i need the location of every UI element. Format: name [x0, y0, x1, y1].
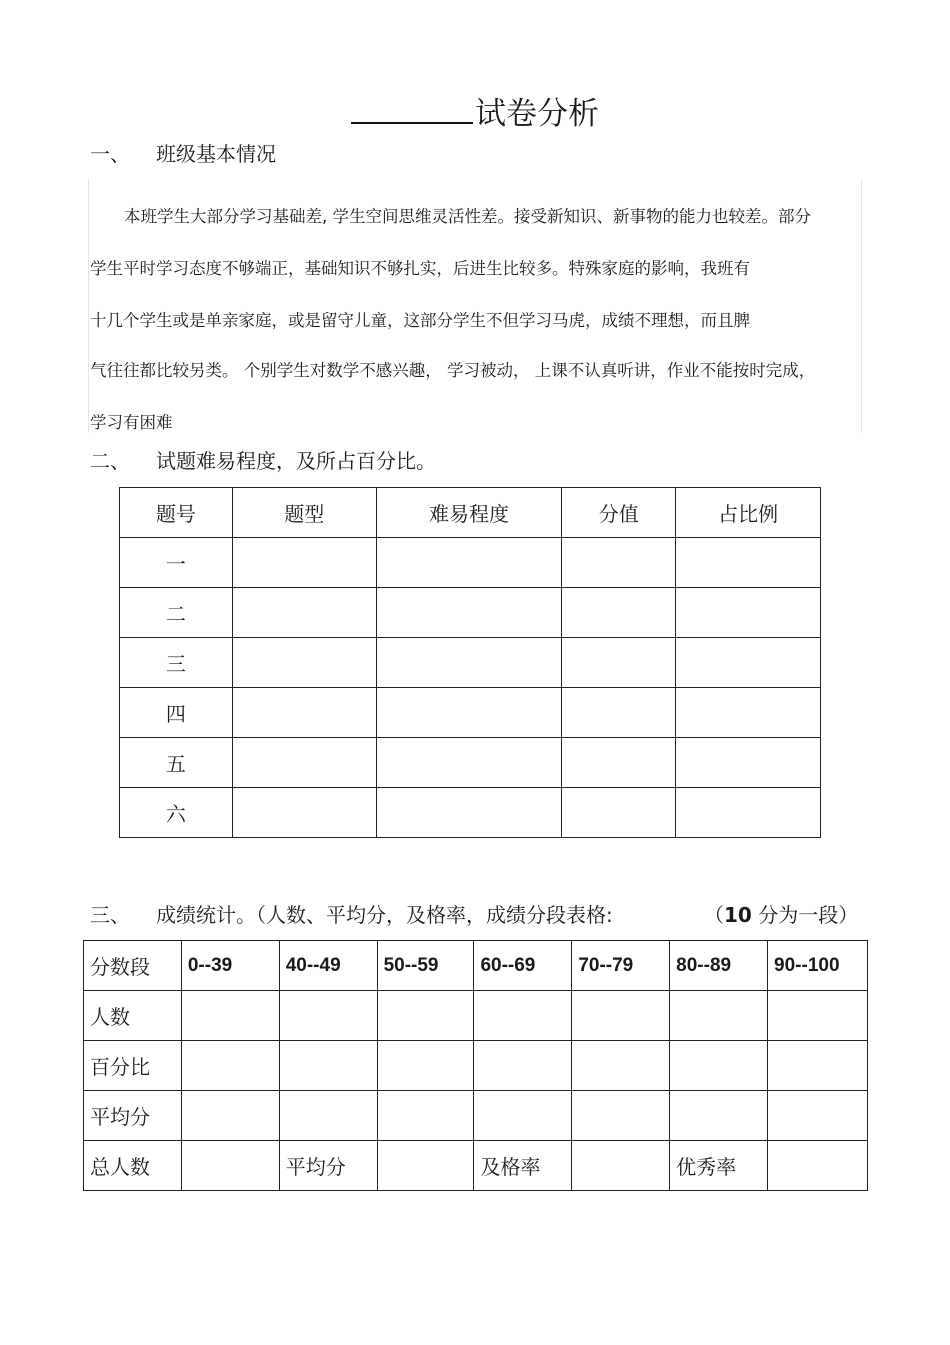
- empty-cell[interactable]: [377, 1141, 474, 1191]
- header-cell: 分值: [562, 488, 676, 538]
- empty-cell[interactable]: [572, 991, 670, 1041]
- section2-title: 试题难易程度，及所占百分比。: [156, 449, 436, 473]
- intro-line-5: 学习有困难: [90, 413, 173, 432]
- table-header-row: [84, 941, 868, 991]
- table-row: [120, 638, 821, 688]
- range-cell: 90--100: [768, 941, 868, 991]
- difficulty-table: [119, 487, 821, 838]
- row-label: 平均分: [84, 1091, 182, 1141]
- empty-cell[interactable]: [232, 738, 376, 788]
- empty-cell[interactable]: [676, 588, 821, 638]
- title-text: 试卷分析: [475, 96, 599, 132]
- empty-cell[interactable]: [376, 788, 562, 838]
- empty-cell[interactable]: [181, 1091, 279, 1141]
- score-range-label: 分数段: [84, 941, 182, 991]
- question-number-cell: 三: [120, 638, 233, 688]
- empty-cell[interactable]: [377, 991, 474, 1041]
- table-header-row: [120, 488, 821, 538]
- empty-cell[interactable]: [474, 991, 572, 1041]
- row-label: 人数: [84, 991, 182, 1041]
- empty-cell[interactable]: [562, 788, 676, 838]
- empty-cell[interactable]: [232, 638, 376, 688]
- empty-cell[interactable]: [768, 1041, 868, 1091]
- table-row: [120, 738, 821, 788]
- question-number-cell: 六: [120, 788, 233, 838]
- section3-heading: [90, 901, 613, 929]
- header-cell: 题号: [120, 488, 233, 538]
- empty-cell[interactable]: [676, 738, 821, 788]
- title-blank-line[interactable]: [351, 92, 473, 124]
- section1-title: 班级基本情况: [156, 142, 276, 166]
- intro-line-3: 十几个学生或是单亲家庭，或是留守儿童，这部分学生不但学习马虎，成绩不理想，而且脾: [90, 311, 750, 330]
- empty-cell[interactable]: [572, 1091, 670, 1141]
- empty-cell[interactable]: [768, 1141, 868, 1191]
- question-number-cell: 四: [120, 688, 233, 738]
- section3-note-number: 10: [724, 903, 752, 927]
- summary-label: 及格率: [474, 1141, 572, 1191]
- empty-cell[interactable]: [376, 588, 562, 638]
- table-row: [120, 688, 821, 738]
- empty-cell[interactable]: [181, 991, 279, 1041]
- summary-row: [84, 1141, 868, 1191]
- section3-note-text: 分为一段）: [751, 903, 859, 927]
- page-title: [0, 92, 950, 136]
- header-cell: 难易程度: [376, 488, 562, 538]
- section3-number: 三、: [90, 903, 130, 927]
- empty-cell[interactable]: [768, 991, 868, 1041]
- empty-cell[interactable]: [232, 588, 376, 638]
- summary-label: 总人数: [84, 1141, 182, 1191]
- empty-cell[interactable]: [232, 788, 376, 838]
- empty-cell[interactable]: [279, 991, 377, 1041]
- empty-cell[interactable]: [676, 688, 821, 738]
- empty-cell[interactable]: [376, 688, 562, 738]
- empty-cell[interactable]: [377, 1091, 474, 1141]
- empty-cell[interactable]: [232, 538, 376, 588]
- section1-number: 一、: [90, 142, 130, 166]
- empty-cell[interactable]: [562, 638, 676, 688]
- section3-note-open: （: [704, 903, 724, 927]
- empty-cell[interactable]: [768, 1091, 868, 1141]
- section3-title: 成绩统计。（人数、平均分，及格率，成绩分段表格:: [156, 903, 613, 927]
- table-row: [84, 1041, 868, 1091]
- range-cell: 60--69: [474, 941, 572, 991]
- empty-cell[interactable]: [377, 1041, 474, 1091]
- row-label: 百分比: [84, 1041, 182, 1091]
- empty-cell[interactable]: [279, 1091, 377, 1141]
- section1-heading: [90, 140, 276, 168]
- empty-cell[interactable]: [562, 688, 676, 738]
- empty-cell[interactable]: [572, 1041, 670, 1091]
- empty-cell[interactable]: [676, 638, 821, 688]
- range-cell: 0--39: [181, 941, 279, 991]
- empty-cell[interactable]: [562, 538, 676, 588]
- empty-cell[interactable]: [279, 1041, 377, 1091]
- empty-cell[interactable]: [474, 1091, 572, 1141]
- question-number-cell: 二: [120, 588, 233, 638]
- empty-cell[interactable]: [670, 991, 768, 1041]
- section2-heading: [90, 447, 436, 475]
- empty-cell[interactable]: [474, 1041, 572, 1091]
- range-cell: 70--79: [572, 941, 670, 991]
- header-cell: 占比例: [676, 488, 821, 538]
- section3-note: [704, 901, 858, 929]
- empty-cell[interactable]: [376, 638, 562, 688]
- summary-label: 平均分: [279, 1141, 377, 1191]
- table-row: [84, 1091, 868, 1141]
- empty-cell[interactable]: [676, 788, 821, 838]
- range-cell: 40--49: [279, 941, 377, 991]
- empty-cell[interactable]: [376, 738, 562, 788]
- table-row: [120, 788, 821, 838]
- empty-cell[interactable]: [232, 688, 376, 738]
- empty-cell[interactable]: [376, 538, 562, 588]
- empty-cell[interactable]: [670, 1041, 768, 1091]
- question-number-cell: 一: [120, 538, 233, 588]
- empty-cell[interactable]: [670, 1091, 768, 1141]
- score-statistics-table: [83, 940, 868, 1191]
- empty-cell[interactable]: [676, 538, 821, 588]
- table-row: [120, 588, 821, 638]
- question-number-cell: 五: [120, 738, 233, 788]
- summary-label: 优秀率: [670, 1141, 768, 1191]
- empty-cell[interactable]: [562, 588, 676, 638]
- intro-line-1: 本班学生大部分学习基础差, 学生空间思维灵活性差。接受新知识、新事物的能力也较差。部分: [124, 207, 811, 226]
- range-cell: 50--59: [377, 941, 474, 991]
- table-row: [84, 991, 868, 1041]
- intro-line-2: 学生平时学习态度不够端正，基础知识不够扎实，后进生比较多。特殊家庭的影响，我班有: [90, 259, 750, 278]
- table-row: [120, 538, 821, 588]
- empty-cell[interactable]: [181, 1041, 279, 1091]
- range-cell: 80--89: [670, 941, 768, 991]
- intro-line-4: 气往往都比较另类。 个别学生对数学不感兴趣， 学习被动， 上课不认真听讲，作业不能按时完成，: [90, 361, 816, 380]
- empty-cell[interactable]: [181, 1141, 279, 1191]
- header-cell: 题型: [232, 488, 376, 538]
- empty-cell[interactable]: [572, 1141, 670, 1191]
- empty-cell[interactable]: [562, 738, 676, 788]
- section2-number: 二、: [90, 449, 130, 473]
